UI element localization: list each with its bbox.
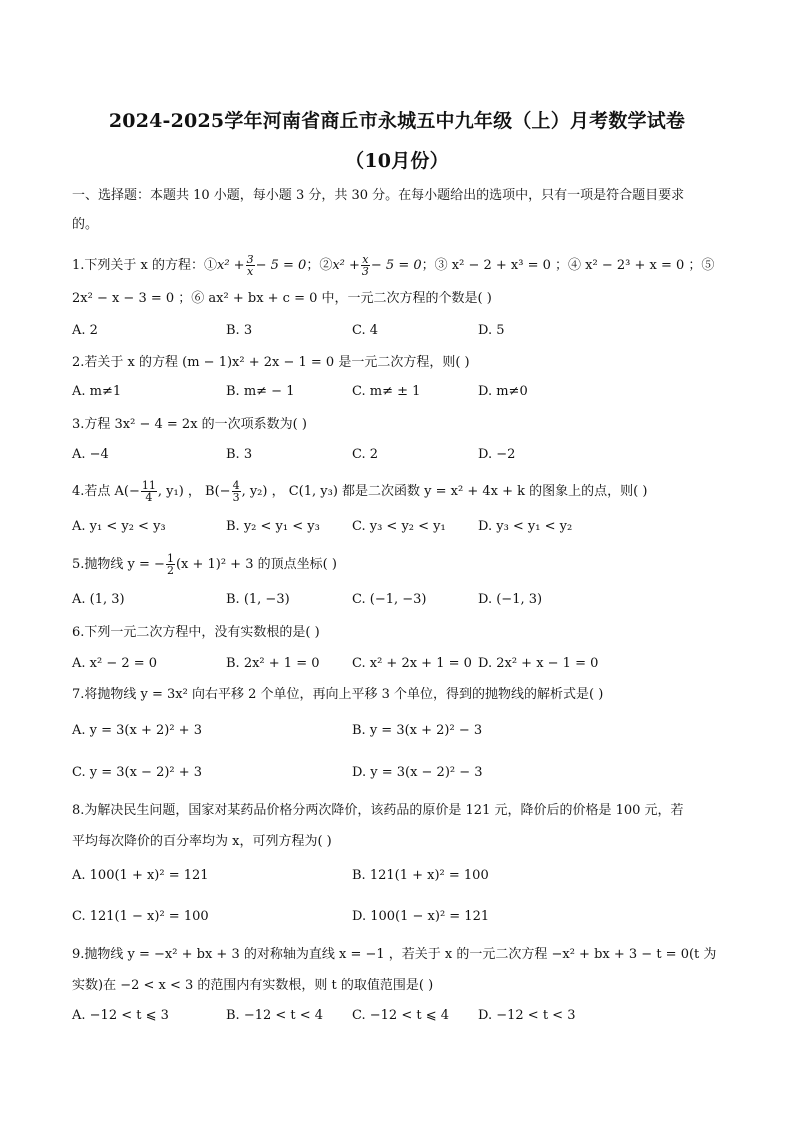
q8-option-b[interactable]: B. 121(1 + x)² = 100 — [352, 868, 489, 883]
q7-option-c[interactable]: C. y = 3(x − 2)² + 3 — [72, 765, 203, 780]
q1-expr: − 5 = 0 — [370, 258, 422, 273]
q2-option-a[interactable]: A. m≠1 — [72, 384, 122, 399]
q1-stem-part: 1.下列关于 x 的方程：① — [72, 258, 217, 273]
q9-option-a[interactable]: A. −12 < t ⩽ 3 — [72, 1008, 169, 1023]
q1-expr: x² + — [217, 258, 245, 273]
q8-option-a[interactable]: A. 100(1 + x)² = 121 — [72, 868, 209, 883]
q1-fraction-1-den: x — [246, 265, 254, 278]
q6-option-a[interactable]: A. x² − 2 = 0 — [72, 656, 158, 671]
question-9-stem-line2: 实数)在 −2 < x < 3 的范围内有实数根，则 t 的取值范围是( ) — [72, 978, 434, 993]
question-2-stem: 2.若关于 x 的方程 (m − 1)x² + 2x − 1 = 0 是一元二次方程，则( ) — [72, 355, 470, 370]
q5-stem-part: 5.抛物线 y = − — [72, 557, 165, 572]
q5-option-c[interactable]: C. (−1, −3) — [352, 592, 427, 607]
q1-expr: x² + — [332, 258, 360, 273]
question-1-stem-line2: 2x² − x − 3 = 0 ；⑥ ax² + bx + c = 0 中，一元二次方程的个数是( ) — [72, 291, 492, 306]
q1-stem-part: ；③ x² − 2 + x³ = 0 ；④ x² − 2³ + x = 0 ；⑤ — [421, 258, 715, 273]
question-8-stem-line1: 8.为解决民生问题，国家对某药品价格分两次降价，该药品的原价是 121 元，降价后的价格是 100 元，若 — [72, 803, 684, 818]
question-6-stem: 6.下列一元二次方程中，没有实数根的是( ) — [72, 625, 320, 640]
q4-option-d[interactable]: D. y₃ < y₁ < y₂ — [478, 519, 573, 534]
section-header-line2: 的。 — [72, 217, 99, 232]
q5-option-a[interactable]: A. (1, 3) — [72, 592, 125, 607]
q1-expr: − 5 = 0 — [255, 258, 307, 273]
q5-option-b[interactable]: B. (1, −3) — [226, 592, 290, 607]
question-4-stem — [72, 480, 647, 503]
q4-fraction-2-den: 3 — [232, 491, 240, 504]
q3-option-a[interactable]: A. −4 — [72, 447, 109, 462]
q5-stem-part: (x + 1)² + 3 的顶点坐标( ) — [175, 557, 337, 572]
q1-fraction-2-num: x — [362, 253, 369, 266]
q1-fraction-1 — [246, 254, 255, 277]
q3-option-d[interactable]: D. −2 — [478, 447, 516, 462]
q5-fraction — [166, 553, 175, 576]
q7-option-a[interactable]: A. y = 3(x + 2)² + 3 — [72, 723, 202, 738]
q4-option-b[interactable]: B. y₂ < y₁ < y₃ — [226, 519, 320, 534]
q7-option-d[interactable]: D. y = 3(x − 2)² − 3 — [352, 765, 483, 780]
exam-title: 2024-2025学年河南省商丘市永城五中九年级（上）月考数学试卷 — [108, 110, 686, 132]
q5-option-d[interactable]: D. (−1, 3) — [478, 592, 543, 607]
q3-option-c[interactable]: C. 2 — [352, 447, 379, 462]
q6-option-c[interactable]: C. x² + 2x + 1 = 0 — [352, 656, 472, 671]
q1-option-b[interactable]: B. 3 — [226, 323, 253, 338]
q4-fraction-1-den: 4 — [145, 491, 153, 504]
question-1-stem — [72, 254, 714, 277]
q4-option-c[interactable]: C. y₃ < y₂ < y₁ — [352, 519, 446, 534]
q4-fraction-1-num: 11 — [141, 479, 156, 492]
q3-option-b[interactable]: B. 3 — [226, 447, 253, 462]
q4-stem-part: , y₁) ， B(− — [157, 484, 231, 499]
q2-option-b[interactable]: B. m≠ − 1 — [226, 384, 295, 399]
q4-fraction-1 — [141, 480, 157, 503]
q6-option-b[interactable]: B. 2x² + 1 = 0 — [226, 656, 320, 671]
q1-fraction-1-num: 3 — [246, 253, 254, 266]
q4-stem-part: , y₂) ， C(1, y₃) 都是二次函数 y = x² + 4x + k 的图象上的点，则( ) — [241, 484, 648, 499]
q1-option-c[interactable]: C. 4 — [352, 323, 379, 338]
q9-option-d[interactable]: D. −12 < t < 3 — [478, 1008, 576, 1023]
q5-fraction-num: 1 — [166, 552, 174, 565]
q1-fraction-2 — [361, 254, 370, 277]
question-8-stem-line2: 平均每次降价的百分率均为 x，可列方程为( ) — [72, 834, 332, 849]
q4-fraction-2-num: 4 — [232, 479, 240, 492]
section-header-line1: 一、选择题：本题共 10 小题，每小题 3 分，共 30 分。在每小题给出的选项中，只有一项是符合题目要求 — [72, 188, 685, 203]
q4-fraction-2 — [232, 480, 241, 503]
q1-stem-part: ；② — [306, 258, 333, 273]
q1-option-a[interactable]: A. 2 — [72, 323, 98, 338]
q6-option-d[interactable]: D. 2x² + x − 1 = 0 — [478, 656, 599, 671]
q4-option-a[interactable]: A. y₁ < y₂ < y₃ — [72, 519, 166, 534]
q1-option-d[interactable]: D. 5 — [478, 323, 505, 338]
question-5-stem — [72, 553, 337, 576]
q4-stem-part: 4.若点 A(− — [72, 484, 140, 499]
question-9-stem-line1: 9.抛物线 y = −x² + bx + 3 的对称轴为直线 x = −1 ，若关于 x 的一元二次方程 −x² + bx + 3 − t = 0(t 为 — [72, 947, 717, 962]
q2-option-d[interactable]: D. m≠0 — [478, 384, 528, 399]
question-7-stem: 7.将抛物线 y = 3x² 向右平移 2 个单位，再向上平移 3 个单位，得到的抛物线的解析式是( ) — [72, 687, 604, 702]
exam-subtitle: （10月份） — [345, 150, 449, 172]
q1-fraction-2-den: 3 — [361, 265, 369, 278]
q9-option-c[interactable]: C. −12 < t ⩽ 4 — [352, 1008, 449, 1023]
q9-option-b[interactable]: B. −12 < t < 4 — [226, 1008, 324, 1023]
q5-fraction-den: 2 — [166, 564, 174, 577]
q8-option-c[interactable]: C. 121(1 − x)² = 100 — [72, 909, 209, 924]
question-3-stem: 3.方程 3x² − 4 = 2x 的一次项系数为( ) — [72, 417, 307, 432]
q8-option-d[interactable]: D. 100(1 − x)² = 121 — [352, 909, 490, 924]
q7-option-b[interactable]: B. y = 3(x + 2)² − 3 — [352, 723, 483, 738]
q2-option-c[interactable]: C. m≠ ± 1 — [352, 384, 421, 399]
